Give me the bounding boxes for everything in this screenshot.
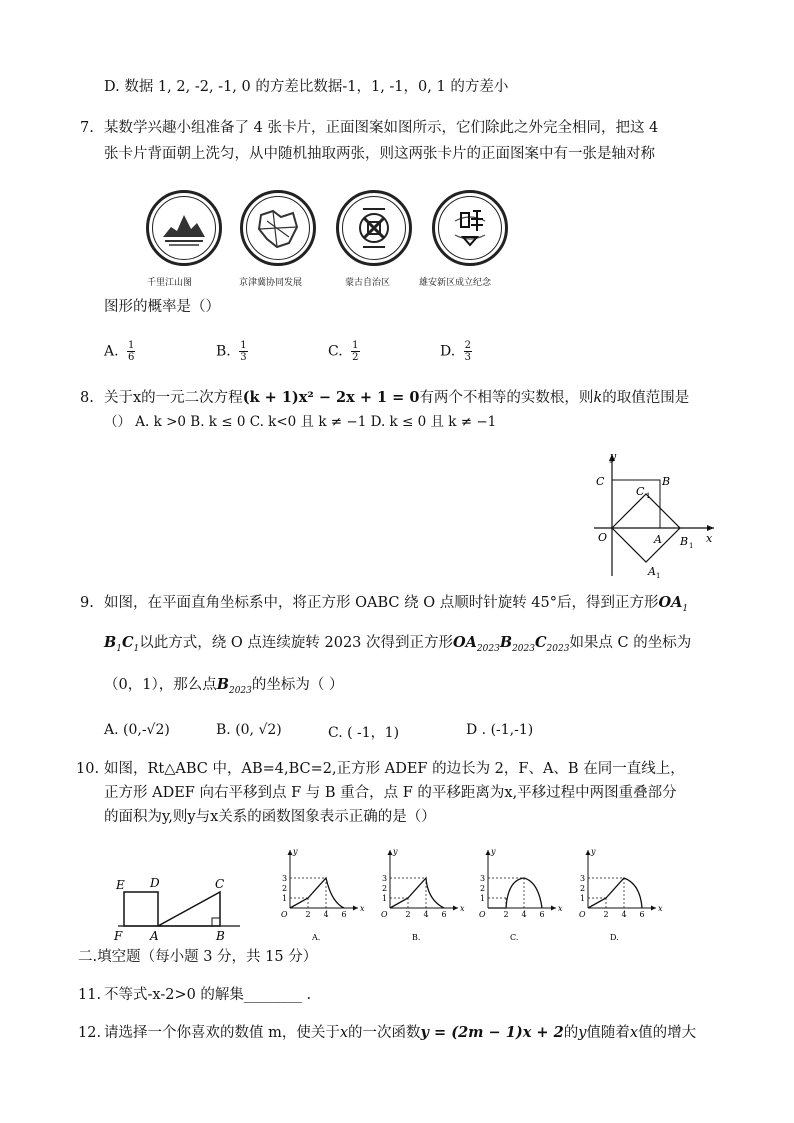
q9-var: B xyxy=(104,634,117,651)
q11-text: 不等式-x-2>0 的解集________ . xyxy=(104,987,312,1003)
q9-text: 以此方式，绕 O 点连续旋转 2023 次得到正方形 xyxy=(139,635,454,651)
graph-x-label: x xyxy=(360,904,365,913)
card-2-coin xyxy=(240,190,316,266)
q10-number: 10. xyxy=(76,761,100,777)
q9-line3 xyxy=(104,674,343,702)
mountain-icon xyxy=(149,193,219,263)
q12-line1 xyxy=(104,1022,696,1044)
card-2-caption: 京津冀协同发展 xyxy=(239,278,303,288)
q10-translation-figure xyxy=(112,872,242,942)
option-label: B. xyxy=(216,343,231,360)
graph-x-label: x xyxy=(460,904,465,913)
q9-line1 xyxy=(104,592,688,620)
q10-line3: 的面积为y,则y与x关系的函数图象表示正确的是（） xyxy=(104,809,436,825)
graph-x-label: x xyxy=(558,904,563,913)
q12-text: 的 xyxy=(563,1025,579,1041)
graph-y-tick: 1 xyxy=(580,894,586,903)
card-1-caption: 千里江山图 xyxy=(147,278,193,288)
graph-x-arrow xyxy=(453,906,458,911)
q9-sub: 2023 xyxy=(476,643,500,654)
label-d: D xyxy=(150,876,160,890)
graph-y-arrow xyxy=(486,850,491,855)
y-label: y xyxy=(610,450,617,463)
point-b1-sub: 1 xyxy=(689,542,694,550)
point-b: B xyxy=(662,475,671,488)
q8-equation: (k + 1)x² − 2x + 1 = 0 xyxy=(242,389,420,406)
section-fill-in-title: 二.填空题（每小题 3 分，共 15 分） xyxy=(78,949,318,965)
q7-line1: 某数学兴趣小组准备了 4 张卡片，正面图案如图所示，它们除此之外完全相同，把这 4 xyxy=(104,120,659,136)
graph-y-tick: 1 xyxy=(382,894,388,903)
graph-caption: B. xyxy=(412,933,421,942)
label-a: A xyxy=(150,929,159,942)
q9-line2 xyxy=(104,632,691,660)
q10-graph-b xyxy=(378,846,468,946)
q7-line2: 张卡片背面朝上洗匀，从中随机抽取两张，则这两张卡片的正面图案中有一张是轴对称 xyxy=(104,146,655,162)
graph-x-arrow xyxy=(353,906,358,911)
fraction: $\frac{1}{3}$ xyxy=(240,340,247,363)
character-seal-icon xyxy=(435,193,505,263)
q9-text: 的坐标为（ ） xyxy=(251,677,344,693)
fraction: $\frac{1}{2}$ xyxy=(352,340,359,363)
q9-var: OA xyxy=(658,594,683,611)
q12-var: y xyxy=(578,1025,587,1041)
q12-text: 的一次函数 xyxy=(348,1025,421,1041)
label-f: F xyxy=(114,929,123,942)
q8-line1 xyxy=(104,387,689,409)
point-c1-sub: 1 xyxy=(646,492,651,500)
q10-line1: 如图，Rt△ABC 中，AB=4,BC=2,正方形 ADEF 的边长为 2，F、A、B 在同一直线上， xyxy=(104,761,685,777)
graph-curve xyxy=(488,878,542,908)
q7-option-a xyxy=(104,340,135,363)
card-3-caption: 蒙古自治区 xyxy=(345,278,391,288)
graph-y-arrow xyxy=(388,850,393,855)
q8-options: （） A. k >0 B. k ≤ 0 C. k<0 且 k ≠ −1 D. k ≤ 0 且 k ≠ −1 xyxy=(104,414,497,430)
graph-origin: O xyxy=(281,910,288,919)
graph-x-tick: 4 xyxy=(621,910,627,919)
graph-x-tick: 2 xyxy=(503,910,509,919)
q10-graph-d xyxy=(576,846,666,946)
q9-option-d: D . (-1,-1) xyxy=(466,722,534,738)
graph-origin: O xyxy=(479,910,486,919)
graph-x-tick: 6 xyxy=(539,910,545,919)
option-label: C. xyxy=(328,343,343,360)
point-b1: B xyxy=(680,535,689,548)
q9-number: 9. xyxy=(80,595,94,611)
graph-caption: A. xyxy=(312,933,321,942)
option-label: A. xyxy=(104,343,119,360)
graph-x-tick: 2 xyxy=(305,910,311,919)
graph-y-arrow xyxy=(586,850,591,855)
graph-origin: O xyxy=(381,910,388,919)
label-e: E xyxy=(116,878,125,892)
triangle-abc xyxy=(158,892,220,926)
graph-y-label: y xyxy=(591,847,596,856)
graph-origin: O xyxy=(579,910,586,919)
q9-text: （0，1），那么点 xyxy=(104,677,217,693)
option-label: D. xyxy=(440,343,456,360)
graph-y-tick: 1 xyxy=(282,894,288,903)
q9-text: 如果点 C 的坐标为 xyxy=(569,635,692,651)
graph-x-arrow xyxy=(651,906,656,911)
graph-x-tick: 4 xyxy=(323,910,329,919)
card-3-coin xyxy=(336,190,412,266)
graph-y-tick: 2 xyxy=(580,884,586,893)
q7-option-b xyxy=(216,340,248,363)
graph-y-tick: 3 xyxy=(580,874,586,883)
q9-var: C xyxy=(122,634,134,651)
card-4-coin xyxy=(432,190,508,266)
q9-option-a: A. (0,-√2) xyxy=(104,722,170,738)
x-label: x xyxy=(706,532,713,545)
graph-x-tick: 4 xyxy=(423,910,429,919)
q12-var: x xyxy=(339,1025,349,1041)
q8-number: 8. xyxy=(80,390,94,406)
q9-option-c: C. ( -1，1) xyxy=(328,725,400,741)
graph-y-label: y xyxy=(491,847,496,856)
q6-option-d: D. 数据 1, 2, -2, -1, 0 的方差比数据-1，1, -1，0, 1 的方差小 xyxy=(104,79,509,95)
q9-var: OA xyxy=(453,634,477,651)
graph-y-label: y xyxy=(293,847,298,856)
graph-curve xyxy=(390,878,444,908)
q8-text: 有两个不相等的实数根，则 xyxy=(419,390,594,406)
graph-x-arrow xyxy=(551,906,556,911)
graph-y-arrow xyxy=(288,850,293,855)
label-b: B xyxy=(216,929,225,942)
q8-var: k xyxy=(593,390,603,406)
q9-sub: 1 xyxy=(133,643,140,654)
fraction: $\frac{2}{3}$ xyxy=(464,340,472,363)
graph-x-tick: 6 xyxy=(341,910,347,919)
q10-graph-c xyxy=(476,846,566,946)
q9-sub: 1 xyxy=(682,603,689,614)
q9-sub: 2023 xyxy=(228,685,252,696)
graph-curve xyxy=(588,878,642,908)
q10-line2: 正方形 ADEF 向右平移到点 F 与 B 重合，点 F 的平移距离为x,平移过程中两图重叠部分 xyxy=(104,785,677,801)
point-a1: A xyxy=(648,565,656,578)
graph-caption: D. xyxy=(610,933,619,942)
q9-var: B xyxy=(499,634,513,651)
graph-y-tick: 3 xyxy=(382,874,388,883)
graph-y-tick: 2 xyxy=(382,884,388,893)
square-adef xyxy=(124,892,158,926)
graph-x-tick: 6 xyxy=(441,910,447,919)
right-angle-mark xyxy=(212,918,220,926)
q12-text: 请选择一个你喜欢的数值 m，使关于 xyxy=(104,1025,340,1041)
graph-y-tick: 1 xyxy=(480,894,486,903)
origin-o: O xyxy=(598,531,608,544)
graph-y-tick: 3 xyxy=(480,874,486,883)
q9-rotation-figure xyxy=(590,448,720,580)
q11-number: 11. xyxy=(78,987,102,1003)
q12-equation: y = (2m − 1)x + 2 xyxy=(420,1024,564,1041)
map-icon xyxy=(243,193,313,263)
card-1-coin xyxy=(146,190,222,266)
point-c1: C xyxy=(636,485,645,498)
q9-sub: 2023 xyxy=(512,643,535,654)
knot-pattern-icon xyxy=(339,193,409,263)
q9-var: B xyxy=(216,676,229,693)
graph-caption: C. xyxy=(510,933,519,942)
label-c: C xyxy=(215,877,225,891)
graph-y-tick: 2 xyxy=(480,884,486,893)
q8-text: 关于x的一元二次方程 xyxy=(104,390,243,406)
q12-var: x xyxy=(629,1025,639,1041)
q10-graph-a xyxy=(278,846,368,946)
q7-option-d xyxy=(440,340,472,363)
q12-text: 值随着 xyxy=(586,1025,630,1041)
q7-option-c xyxy=(328,340,360,363)
q12-number: 12. xyxy=(78,1025,102,1041)
fraction: $\frac{1}{6}$ xyxy=(128,340,135,363)
q9-option-b: B. (0, √2) xyxy=(216,722,282,738)
x-axis-arrow xyxy=(707,525,714,531)
point-a: A xyxy=(654,533,662,546)
point-c: C xyxy=(596,475,605,488)
graph-x-label: x xyxy=(658,904,663,913)
graph-y-tick: 3 xyxy=(282,874,288,883)
q12-text: 值的增大 xyxy=(638,1025,697,1041)
graph-y-label: y xyxy=(393,847,398,856)
graph-x-tick: 6 xyxy=(639,910,645,919)
q7-line3: 图形的概率是（） xyxy=(104,299,220,315)
q9-var: C xyxy=(534,634,547,651)
graph-x-tick: 2 xyxy=(405,910,411,919)
q8-text: 的取值范围是 xyxy=(602,390,690,406)
q7-number: 7. xyxy=(80,120,94,136)
point-a1-sub: 1 xyxy=(656,572,661,580)
q9-text: 如图，在平面直角坐标系中，将正方形 OABC 绕 O 点顺时针旋转 45°后，得到正方形 xyxy=(104,595,659,611)
card-4-caption: 雄安新区成立纪念 xyxy=(419,278,492,288)
q9-sub: 2023 xyxy=(546,643,570,654)
graph-x-tick: 2 xyxy=(603,910,609,919)
q9-sub: 1 xyxy=(116,643,122,654)
graph-x-tick: 4 xyxy=(521,910,527,919)
graph-y-tick: 2 xyxy=(282,884,288,893)
graph-curve xyxy=(290,878,344,908)
